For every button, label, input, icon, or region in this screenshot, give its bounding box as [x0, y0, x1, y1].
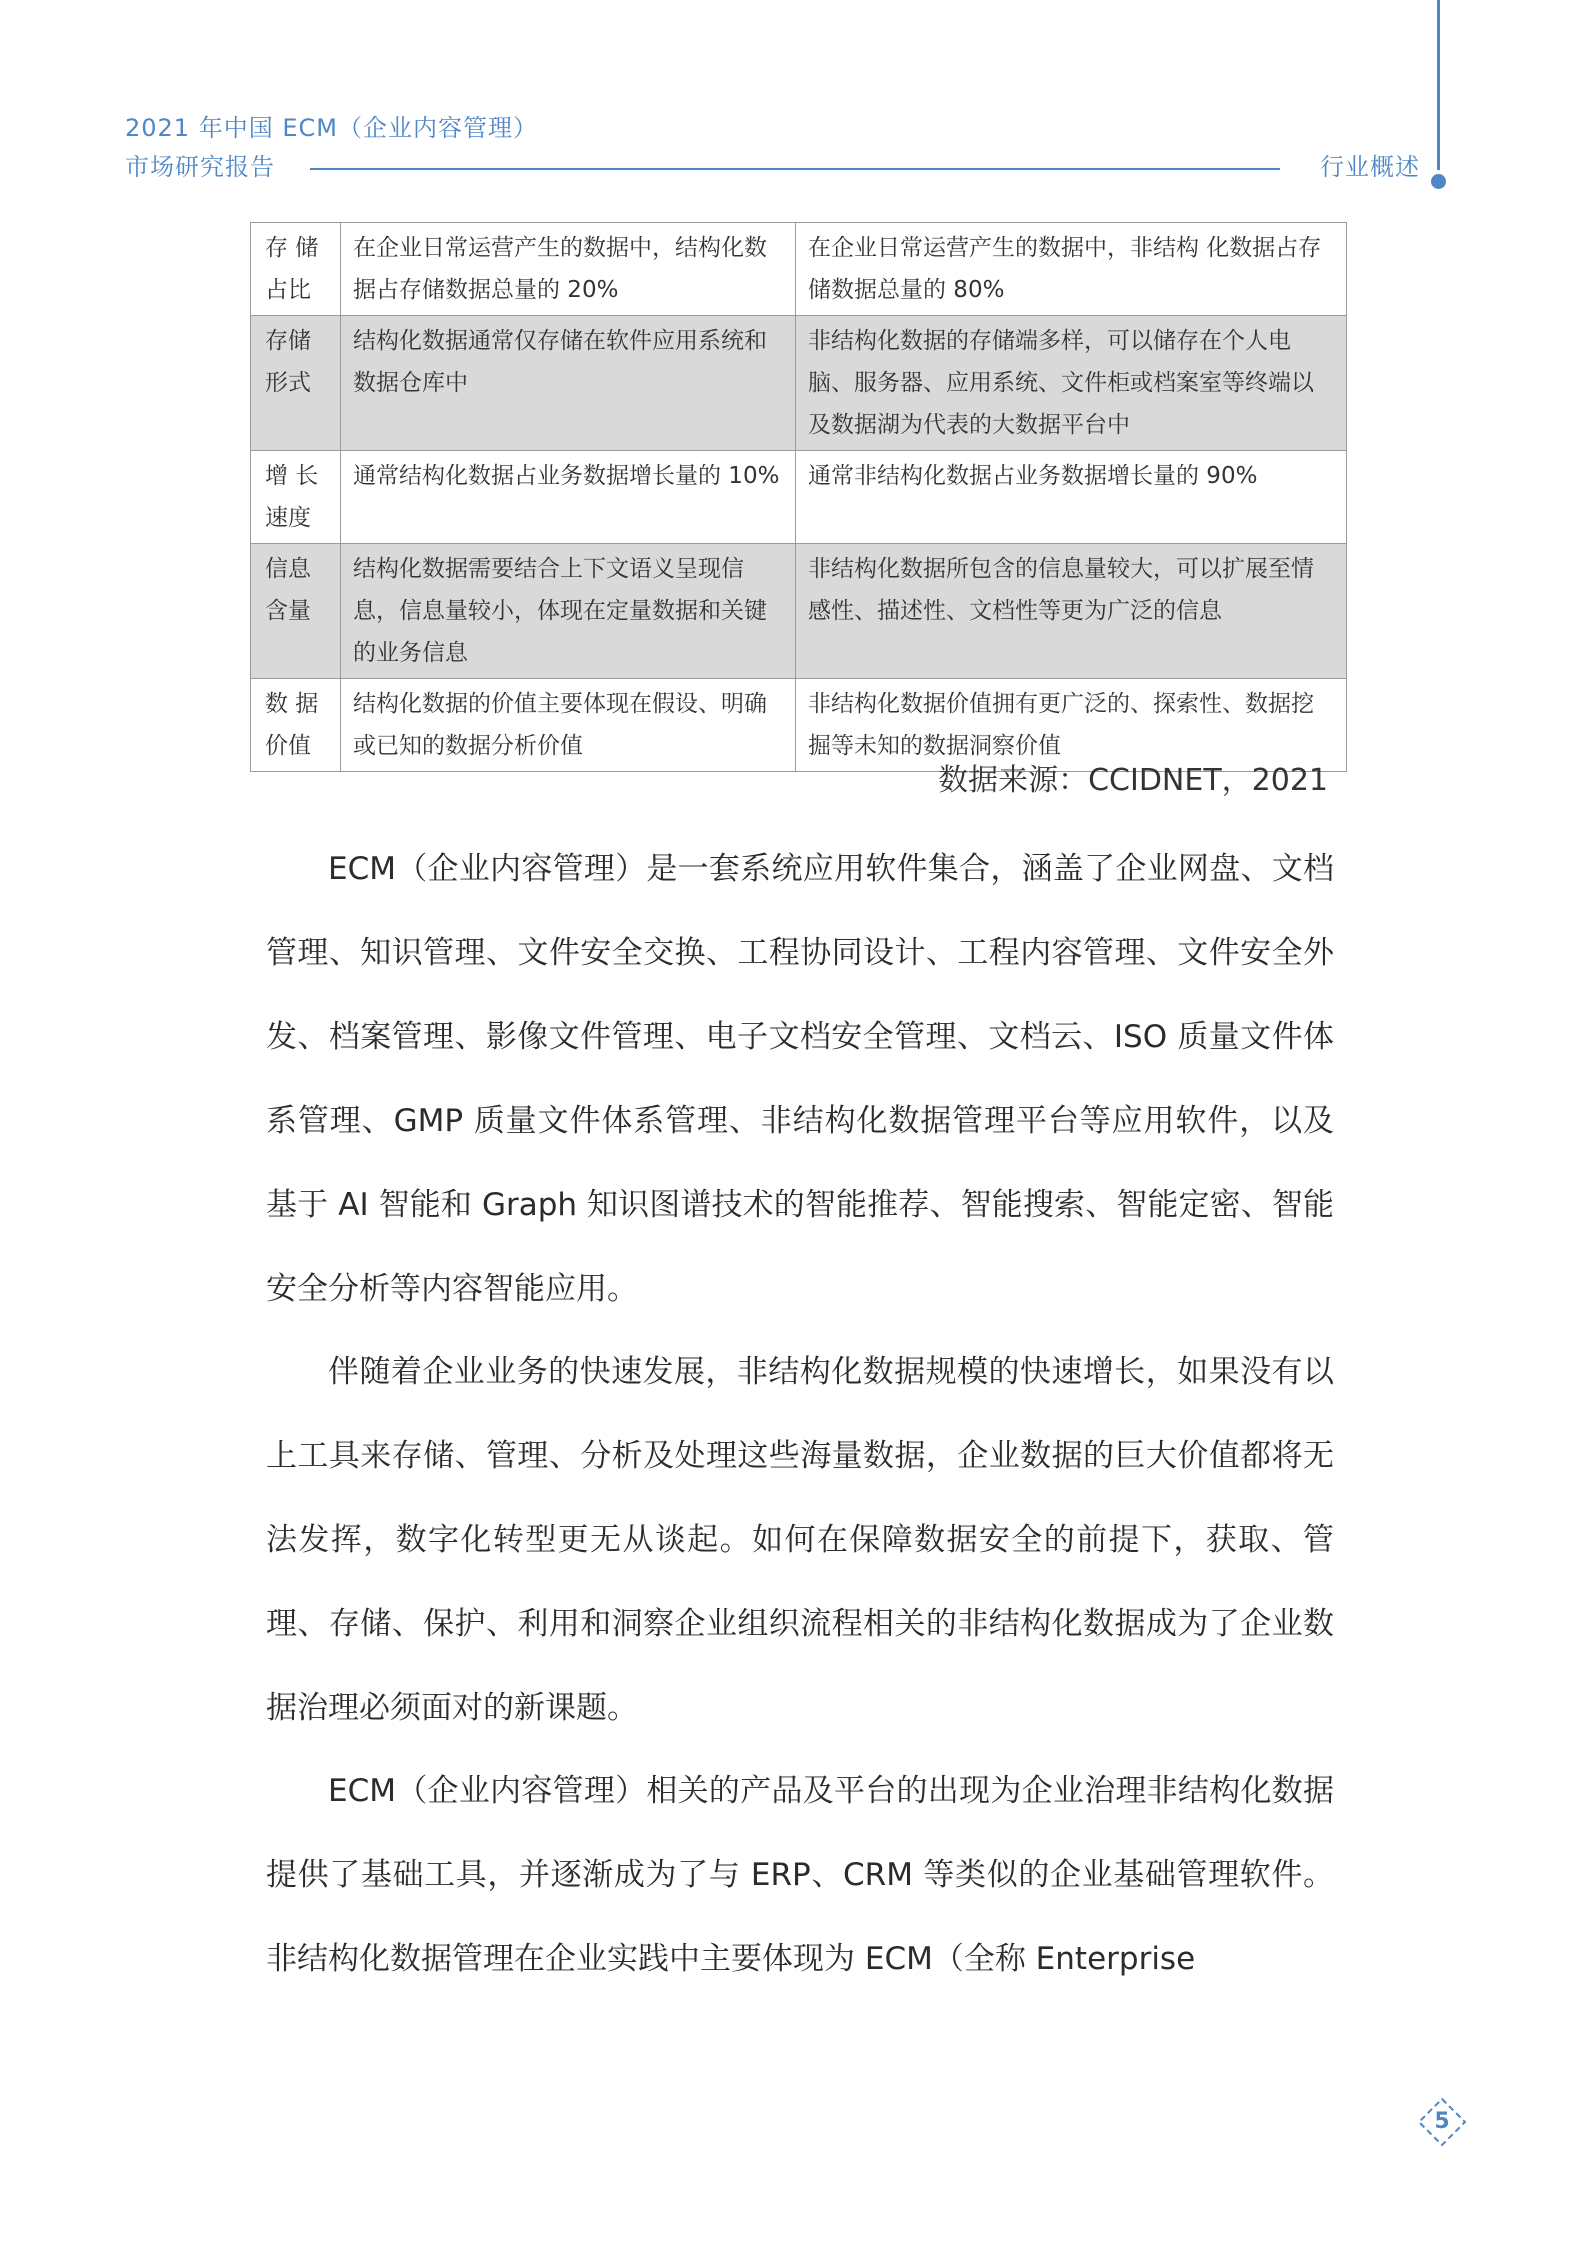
table-row: [251, 451, 1347, 544]
row-label: 数 据 价值: [251, 679, 341, 772]
table-row: [251, 544, 1347, 679]
page-number: 5: [1434, 2109, 1450, 2134]
structured-cell: 结构化数据需要结合上下文语义呈现信息，信息量较小，体现在定量数据和关键的业务信息: [341, 544, 796, 679]
structured-cell: 通常结构化数据占业务数据增长量的 10%: [341, 451, 796, 544]
row-label: 存储 形式: [251, 316, 341, 451]
table-row: [251, 679, 1347, 772]
side-accent-line: [1437, 0, 1440, 170]
table-row: [251, 223, 1347, 316]
side-accent-dot: [1431, 174, 1446, 189]
row-label: 信息 含量: [251, 544, 341, 679]
table-source: 数据来源：CCIDNET，2021: [938, 763, 1328, 798]
unstructured-cell: 非结构化数据的存储端多样，可以储存在个人电脑、服务器、应用系统、文件柜或档案室等终端以及数据湖为代表的大数据平台中: [796, 316, 1347, 451]
header-divider: [310, 168, 1280, 170]
table-row: [251, 316, 1347, 451]
header-report-title-line2: 市场研究报告: [125, 153, 275, 181]
row-label: 存 储 占比: [251, 223, 341, 316]
structured-cell: 结构化数据的价值主要体现在假设、明确或已知的数据分析价值: [341, 679, 796, 772]
unstructured-cell: 在企业日常运营产生的数据中，非结构 化数据占存储数据总量的 80%: [796, 223, 1347, 316]
unstructured-cell: 非结构化数据所包含的信息量较大，可以扩展至情感性、描述性、文档性等更为广泛的信息: [796, 544, 1347, 679]
structured-cell: 在企业日常运营产生的数据中，结构化数据占存储数据总量的 20%: [341, 223, 796, 316]
header-report-title-line1: 2021 年中国 ECM（企业内容管理）: [125, 114, 538, 142]
unstructured-cell: 非结构化数据价值拥有更广泛的、探索性、数据挖掘等未知的数据洞察价值: [796, 679, 1347, 772]
header-section-name: 行业概述: [1320, 153, 1420, 181]
body-paragraph-2: 伴随着企业业务的快速发展，非结构化数据规模的快速增长，如果没有以上工具来存储、管理、分析及处理这些海量数据，企业数据的巨大价值都将无法发挥，数字化转型更无从谈起。如何在保障数据安全的前提下，获取、管理、存储、保护、利用和洞察企业组织流程相关的非结构化数据成为了企业数据治理必须面对的新课题。: [266, 1354, 1334, 1726]
comparison-table: [250, 222, 1347, 772]
body-paragraph-1: ECM（企业内容管理）是一套系统应用软件集合，涵盖了企业网盘、文档管理、知识管理、文件安全交换、工程协同设计、工程内容管理、文件安全外发、档案管理、影像文件管理、电子文档安全管理、文档云、ISO 质量文件体系管理、GMP 质量文件体系管理、非结构化数据管理平台等应用软件，以及基于 AI 智能和 Graph 知识图谱技术的智能推荐、智能搜索、智能定密、智能安全分析等内容智能应用。: [266, 851, 1334, 1307]
body-paragraph-3: ECM（企业内容管理）相关的产品及平台的出现为企业治理非结构化数据提供了基础工具，并逐渐成为了与 ERP、CRM 等类似的企业基础管理软件。非结构化数据管理在企业实践中主要体现为 ECM（全称 Enterprise: [266, 1773, 1334, 1977]
structured-cell: 结构化数据通常仅存储在软件应用系统和数据仓库中: [341, 316, 796, 451]
unstructured-cell: 通常非结构化数据占业务数据增长量的 90%: [796, 451, 1347, 544]
row-label: 增 长 速度: [251, 451, 341, 544]
